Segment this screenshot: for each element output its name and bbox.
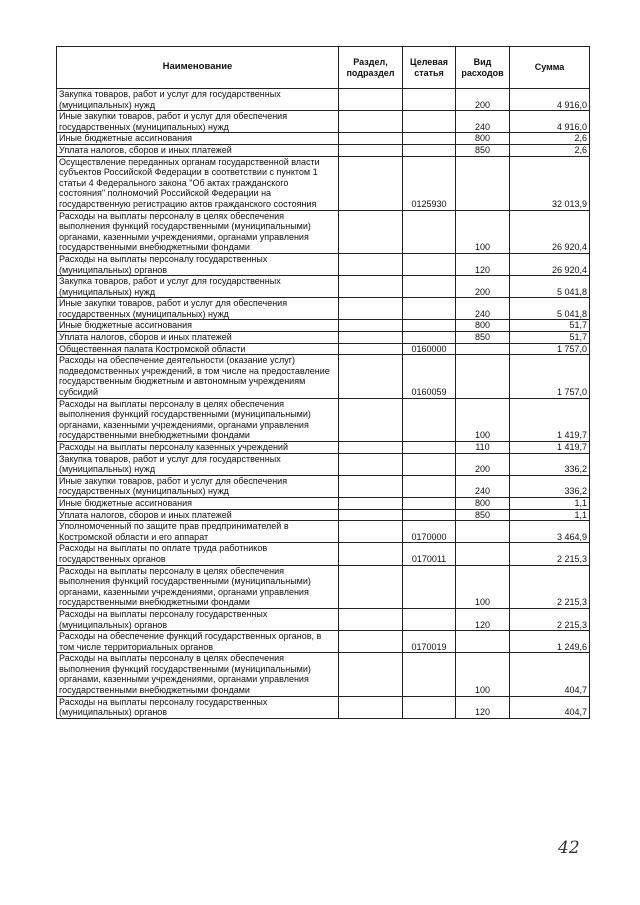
cell-target [403, 509, 456, 521]
cell-type: 800 [456, 320, 510, 332]
cell-type: 240 [456, 298, 510, 320]
cell-target [403, 497, 456, 509]
cell-type: 120 [456, 696, 510, 718]
cell-sum: 51,7 [510, 320, 590, 332]
header-name: Наименование [57, 47, 339, 89]
cell-type: 850 [456, 332, 510, 344]
cell-sum: 51,7 [510, 332, 590, 344]
cell-name: Иные закупки товаров, работ и услуг для обеспечения государственных (муниципальных) нужд [57, 111, 339, 133]
cell-section [339, 543, 403, 565]
cell-target [403, 253, 456, 275]
table-row [57, 320, 590, 332]
cell-type: 100 [456, 565, 510, 608]
cell-name: Иные закупки товаров, работ и услуг для обеспечения государственных (муниципальных) нужд [57, 298, 339, 320]
cell-section [339, 253, 403, 275]
cell-type: 200 [456, 276, 510, 298]
cell-name: Расходы на выплаты персоналу в целях обеспечения выполнения функций государственными (муниципальными) органами, казенными учреждениями, органами управления государственными внебюджетными фондами [57, 210, 339, 253]
cell-target: 0170000 [403, 521, 456, 543]
cell-name: Расходы на выплаты персоналу казенных учреждений [57, 442, 339, 454]
cell-target: 0170011 [403, 543, 456, 565]
cell-sum: 1 757,0 [510, 343, 590, 355]
page-number: 42 [558, 838, 580, 858]
table-row [57, 332, 590, 344]
cell-section [339, 210, 403, 253]
cell-name: Расходы на обеспечение функций государственных органов, в том числе территориальных органов [57, 631, 339, 653]
cell-target [403, 398, 456, 441]
cell-type: 240 [456, 111, 510, 133]
cell-sum: 1,1 [510, 497, 590, 509]
cell-section [339, 653, 403, 696]
cell-sum: 2,6 [510, 133, 590, 145]
cell-sum: 336,2 [510, 475, 590, 497]
cell-section [339, 509, 403, 521]
cell-name: Уполномоченный по защите прав предпринимателей в Костромской области и его аппарат [57, 521, 339, 543]
cell-name: Уплата налогов, сборов и иных платежей [57, 332, 339, 344]
cell-section [339, 89, 403, 111]
cell-section [339, 298, 403, 320]
cell-type: 120 [456, 608, 510, 630]
cell-section [339, 475, 403, 497]
cell-sum: 26 920,4 [510, 253, 590, 275]
cell-target: 0170019 [403, 631, 456, 653]
header-type: Вид расходов [456, 47, 510, 89]
cell-sum: 336,2 [510, 453, 590, 475]
table-body [57, 89, 590, 719]
budget-table [56, 46, 590, 719]
cell-target [403, 565, 456, 608]
cell-sum: 404,7 [510, 696, 590, 718]
cell-type: 100 [456, 398, 510, 441]
table-row [57, 497, 590, 509]
cell-type: 100 [456, 653, 510, 696]
table-header-row [57, 47, 590, 89]
cell-name: Осуществление переданных органам государственной власти субъектов Российской Федерации в соответствии с пунктом 1 статьи 4 Федерального закона "Об актах гражданского состояния" полномочий Российской Федерации на государственную регистрацию актов гражданского состояния [57, 156, 339, 210]
table-row [57, 343, 590, 355]
cell-target [403, 475, 456, 497]
cell-target [403, 133, 456, 145]
table-row [57, 398, 590, 441]
cell-name: Расходы на выплаты персоналу государственных (муниципальных) органов [57, 253, 339, 275]
cell-type [456, 156, 510, 210]
cell-target [403, 453, 456, 475]
cell-section [339, 453, 403, 475]
cell-sum: 5 041,8 [510, 276, 590, 298]
table-row [57, 608, 590, 630]
cell-target [403, 276, 456, 298]
cell-type [456, 343, 510, 355]
cell-sum: 1 419,7 [510, 398, 590, 441]
cell-section [339, 332, 403, 344]
cell-target [403, 298, 456, 320]
cell-target [403, 144, 456, 156]
cell-name: Иные бюджетные ассигнования [57, 497, 339, 509]
cell-section [339, 320, 403, 332]
table-row [57, 453, 590, 475]
cell-sum: 2 215,3 [510, 608, 590, 630]
cell-target: 0160059 [403, 355, 456, 398]
cell-type: 800 [456, 497, 510, 509]
cell-type: 200 [456, 453, 510, 475]
table-row [57, 210, 590, 253]
cell-type: 850 [456, 144, 510, 156]
cell-name: Иные бюджетные ассигнования [57, 320, 339, 332]
cell-name: Иные закупки товаров, работ и услуг для обеспечения государственных (муниципальных) нужд [57, 475, 339, 497]
cell-sum: 1 249,6 [510, 631, 590, 653]
table-row [57, 565, 590, 608]
table-row [57, 543, 590, 565]
cell-target [403, 332, 456, 344]
cell-section [339, 565, 403, 608]
cell-section [339, 497, 403, 509]
cell-name: Расходы на выплаты по оплате труда работников государственных органов [57, 543, 339, 565]
cell-sum: 404,7 [510, 653, 590, 696]
cell-sum: 32 013,9 [510, 156, 590, 210]
table-row [57, 475, 590, 497]
table-row [57, 111, 590, 133]
cell-name: Уплата налогов, сборов и иных платежей [57, 509, 339, 521]
cell-sum: 2,6 [510, 144, 590, 156]
cell-name: Закупка товаров, работ и услуг для государственных (муниципальных) нужд [57, 89, 339, 111]
cell-name: Расходы на выплаты персоналу государственных (муниципальных) органов [57, 696, 339, 718]
cell-sum: 5 041,8 [510, 298, 590, 320]
cell-section [339, 521, 403, 543]
cell-section [339, 631, 403, 653]
cell-target: 0160000 [403, 343, 456, 355]
cell-name: Закупка товаров, работ и услуг для государственных (муниципальных) нужд [57, 453, 339, 475]
cell-name: Расходы на выплаты персоналу в целях обеспечения выполнения функций государственными (муниципальными) органами, казенными учреждениями, органами управления государственными внебюджетными фондами [57, 398, 339, 441]
cell-name: Общественная палата Костромской области [57, 343, 339, 355]
cell-target [403, 442, 456, 454]
cell-section [339, 398, 403, 441]
cell-name: Расходы на выплаты персоналу государственных (муниципальных) органов [57, 608, 339, 630]
cell-target [403, 89, 456, 111]
cell-name: Уплата налогов, сборов и иных платежей [57, 144, 339, 156]
cell-section [339, 144, 403, 156]
header-section: Раздел, подраздел [339, 47, 403, 89]
cell-section [339, 133, 403, 145]
cell-target [403, 210, 456, 253]
cell-sum: 4 916,0 [510, 89, 590, 111]
cell-type [456, 355, 510, 398]
cell-section [339, 608, 403, 630]
cell-target [403, 696, 456, 718]
cell-type [456, 543, 510, 565]
cell-sum: 4 916,0 [510, 111, 590, 133]
cell-section [339, 696, 403, 718]
cell-sum: 1 757,0 [510, 355, 590, 398]
cell-name: Расходы на выплаты персоналу в целях обеспечения выполнения функций государственными (муниципальными) органами, казенными учреждениями, органами управления государственными внебюджетными фондами [57, 565, 339, 608]
table-row [57, 653, 590, 696]
cell-name: Расходы на обеспечение деятельности (оказание услуг) подведомственных учреждений, в том числе на предоставление государственным бюджетным и автономным учреждениям субсидий [57, 355, 339, 398]
cell-type: 850 [456, 509, 510, 521]
cell-sum: 1,1 [510, 509, 590, 521]
table-row [57, 631, 590, 653]
table-row [57, 355, 590, 398]
cell-section [339, 355, 403, 398]
cell-target [403, 653, 456, 696]
header-target: Целевая статья [403, 47, 456, 89]
table-row [57, 442, 590, 454]
cell-type: 200 [456, 89, 510, 111]
table-row [57, 696, 590, 718]
cell-target: 0125930 [403, 156, 456, 210]
table-row [57, 89, 590, 111]
cell-section [339, 156, 403, 210]
cell-type: 120 [456, 253, 510, 275]
cell-type [456, 631, 510, 653]
cell-section [339, 343, 403, 355]
table-row [57, 298, 590, 320]
cell-target [403, 608, 456, 630]
table-row [57, 133, 590, 145]
table-row [57, 253, 590, 275]
cell-sum: 1 419,7 [510, 442, 590, 454]
cell-name: Закупка товаров, работ и услуг для государственных (муниципальных) нужд [57, 276, 339, 298]
cell-sum: 3 464,9 [510, 521, 590, 543]
cell-type: 110 [456, 442, 510, 454]
cell-name: Иные бюджетные ассигнования [57, 133, 339, 145]
table-row [57, 276, 590, 298]
cell-type: 100 [456, 210, 510, 253]
cell-section [339, 276, 403, 298]
cell-sum: 26 920,4 [510, 210, 590, 253]
cell-name: Расходы на выплаты персоналу в целях обеспечения выполнения функций государственными (муниципальными) органами, казенными учреждениями, органами управления государственными внебюджетными фондами [57, 653, 339, 696]
cell-sum: 2 215,3 [510, 565, 590, 608]
cell-section [339, 442, 403, 454]
cell-type: 240 [456, 475, 510, 497]
table-row [57, 156, 590, 210]
table-row [57, 509, 590, 521]
cell-type: 800 [456, 133, 510, 145]
cell-target [403, 111, 456, 133]
table-row [57, 521, 590, 543]
cell-sum: 2 215,3 [510, 543, 590, 565]
table-row [57, 144, 590, 156]
header-sum: Сумма [510, 47, 590, 89]
cell-target [403, 320, 456, 332]
cell-section [339, 111, 403, 133]
cell-type [456, 521, 510, 543]
